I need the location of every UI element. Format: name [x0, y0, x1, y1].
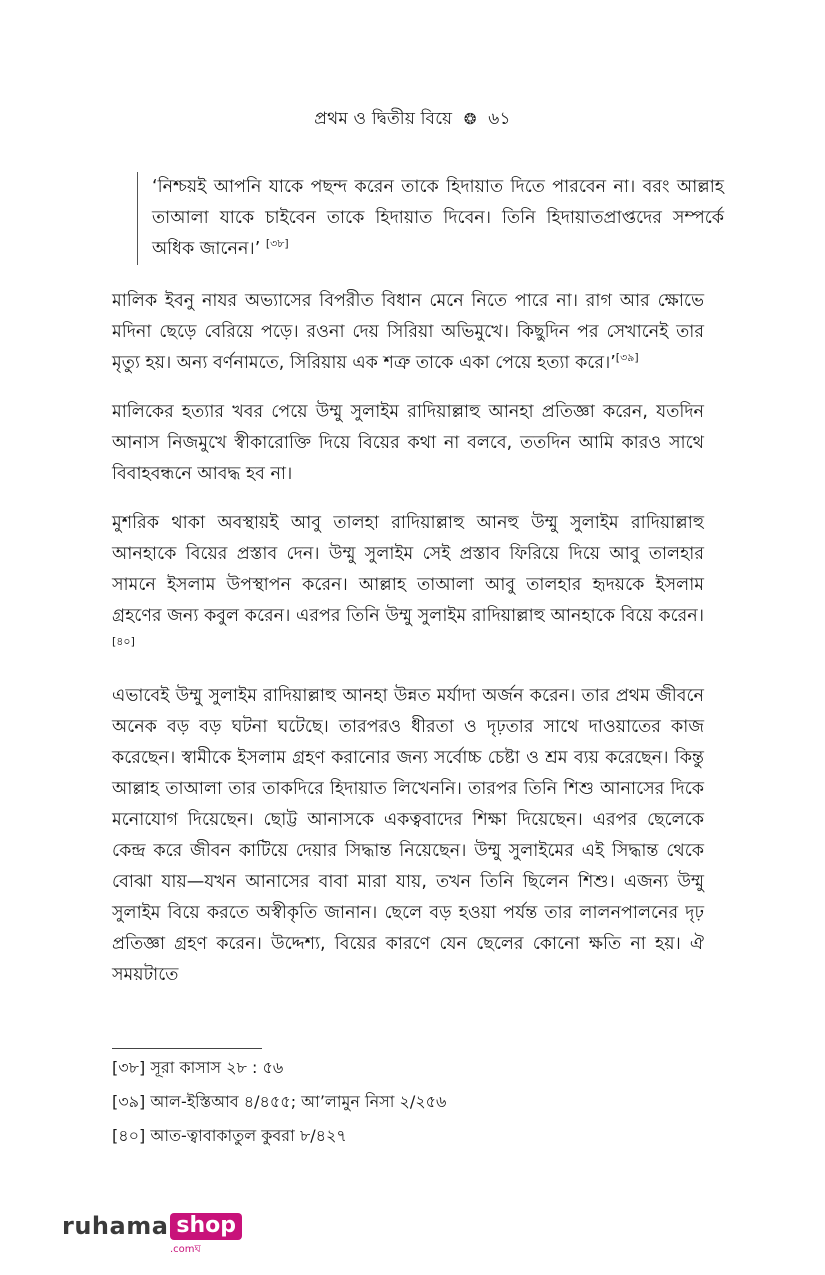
logo-suffix: .comঘ [170, 1244, 201, 1255]
quran-quote [137, 172, 724, 265]
running-header [0, 106, 825, 134]
footnote-ref[interactable]: [৩৯] [615, 351, 639, 365]
chapter-title: প্রথম ও দ্বিতীয় বিয়ে [314, 109, 453, 129]
footnote: [৩৯] আল-ইস্তিআব ৪/৪৫৫; আ’লামুন নিসা ২/২৫৬ [112, 1092, 447, 1111]
paragraph [112, 508, 704, 663]
ornament-icon: ❂ [463, 110, 477, 128]
footnote-ref[interactable]: [৪০] [112, 635, 135, 649]
quote-text: ‘নিশ্চয়ই আপনি যাকে পছন্দ করেন তাকে হিদায়াত দিতে পারবেন না। বরং আল্লাহ তাআলা যাকে চাইবেন তাকে হিদায়াত দিবেন। তিনি হিদায়াতপ্রাপ্তদের সম্পর্কে অধিক জানেন।’ [152, 177, 724, 259]
ruhama-shop-logo [62, 1212, 242, 1255]
paragraph-text: মালিকের হত্যার খবর পেয়ে উম্মু সুলাইম রাদিয়াল্লাহু আনহা প্রতিজ্ঞা করেন, যতদিন আনাস নিজমুখে স্বীকারোক্তি দিয়ে বিয়ের কথা না বলবে, ততদিন আমি কারও সাথে বিবাহবন্ধনে আবদ্ধ হব না। [112, 402, 704, 484]
page-number: ৬১ [488, 109, 511, 129]
paragraph-text: মুশরিক থাকা অবস্থায়ই আবু তালহা রাদিয়াল্লাহু আনহু উম্মু সুলাইম রাদিয়াল্লাহু আনহাকে বিয়ের প্রস্তাব দেন। উম্মু সুলাইম সেই প্রস্তাব ফিরিয়ে দিয়ে আবু তালহার সামনে ইসলাম উপস্থাপন করেন। আল্লাহ তাআলা আবু তালহার হৃদয়কে ইসলাম গ্রহণের জন্য কবুল করেন। এরপর তিনি উম্মু সুলাইম রাদিয়াল্লাহু আনহাকে বিয়ে করেন। [112, 513, 704, 626]
body-text [112, 286, 704, 1009]
paragraph [112, 397, 704, 490]
footnotes [112, 1058, 704, 1160]
footnote-ref[interactable]: [৩৮] [265, 237, 289, 251]
paragraph-text: মালিক ইবনু নাযর অভ্যাসের বিপরীত বিধান মেনে নিতে পারে না। রাগ আর ক্ষোভে মদিনা ছেড়ে বেরিয়ে পড়ে। রওনা দেয় সিরিয়া অভিমুখে। কিছুদিন পর সেখানেই তার মৃত্যু হয়। অন্য বর্ণনামতে, সিরিয়ায় এক শত্রু তাকে একা পেয়ে হত্যা করে।’ [112, 291, 704, 373]
footnote-divider [112, 1048, 262, 1049]
footnote: [৩৮] সূরা কাসাস ২৮ : ৫৬ [112, 1058, 284, 1077]
logo-brand: ruhama [62, 1212, 169, 1240]
footnote: [৪০] আত-ত্বাবাকাতুল কুবরা ৮/৪২৭ [112, 1126, 347, 1145]
paragraph-text: এভাবেই উম্মু সুলাইম রাদিয়াল্লাহু আনহা উন্নত মর্যাদা অর্জন করেন। তার প্রথম জীবনে অনেক বড় বড় ঘটনা ঘটেছে। তারপরও ধীরতা ও দৃঢ়তার সাথে দাওয়াতের কাজ করেছেন। স্বামীকে ইসলাম গ্রহণ করানোর জন্য সর্বোচ্চ চেষ্টা ও শ্রম ব্যয় করেছেন। কিন্তু আল্লাহ তাআলা তার তাকদিরে হিদায়াত লিখেননি। তারপর তিনি শিশু আনাসের দিকে মনোযোগ দিয়েছেন। ছোট্ট আনাসকে একত্ববাদের শিক্ষা দিয়েছেন। এরপর ছেলেকে কেন্দ্র করে জীবন কাটিয়ে দেয়ার সিদ্ধান্ত নিয়েছেন। উম্মু সুলাইমের এই সিদ্ধান্ত থেকে বোঝা যায়—যখন আনাসের বাবা মারা যায়, তখন তিনি ছিলেন শিশু। এজন্য উম্মু সুলাইম বিয়ে করতে অস্বীকৃতি জানান। ছেলে বড় হওয়া পর্যন্ত তার লালনপালনের দৃঢ় প্রতিজ্ঞা গ্রহণ করেন। উদ্দেশ্য, বিয়ের কারণে যেন ছেলের কোনো ক্ষতি না হয়। ঐ সময়টাতে [112, 686, 704, 985]
paragraph [112, 286, 704, 379]
paragraph [112, 681, 704, 991]
logo-shop-badge: shop [170, 1213, 242, 1240]
